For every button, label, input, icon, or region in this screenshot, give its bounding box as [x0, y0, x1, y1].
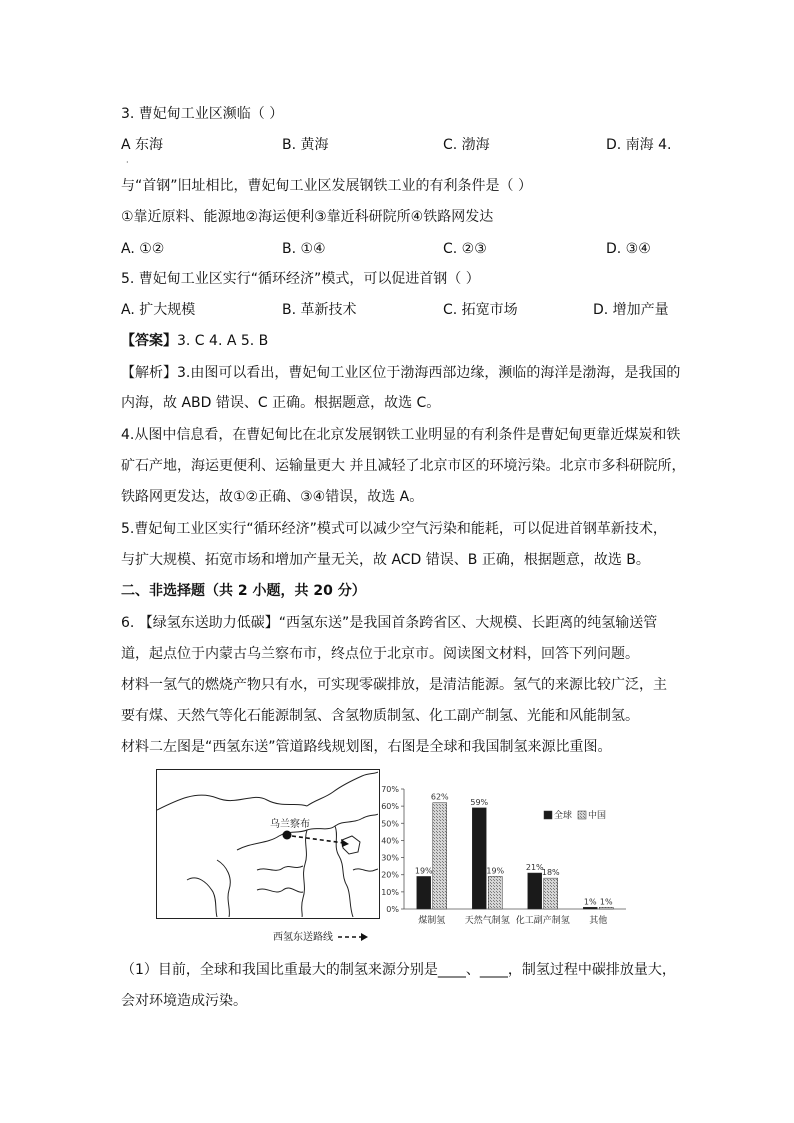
map-legend — [273, 928, 370, 943]
hydrogen-source-chart — [374, 781, 630, 941]
x-tick-label: 化工副产制氢 — [515, 916, 570, 926]
q6-line-3: 材料一氢气的燃烧产物只有水，可实现零碳排放，是清洁能源。氢气的来源比较广泛，主 — [121, 677, 667, 693]
y-tick-label: 60% — [381, 802, 399, 812]
analysis-line-4: 矿石产地，海运更便利、运输量更大 并且减轻了北京市区的环境污染。北京市多科研院所， — [121, 458, 686, 474]
figure — [150, 765, 630, 945]
y-tick-label: 50% — [381, 819, 399, 829]
bar-value-label: 1% — [599, 897, 613, 907]
analysis-line-2: 内海，故 ABD 错误、C 正确。根据题意，故选 C。 — [121, 395, 441, 411]
bar-value-label: 1% — [583, 897, 597, 907]
y-tick-label: 30% — [381, 853, 399, 863]
q4-stem: 与“首钢”旧址相比，曹妃甸工业区发展钢铁工业的有利条件是（ ） — [121, 178, 532, 194]
q6-line-5: 材料二左图是“西氢东送”管道路线规划图，右图是全球和我国制氢来源比重图。 — [121, 739, 612, 755]
answer-text: 3. C 4. A 5. B — [177, 333, 269, 349]
bar-china — [599, 907, 613, 909]
bar-value-label: 19% — [486, 866, 505, 876]
ulanqab-label: 乌兰察布 — [270, 819, 310, 830]
map-boundary-9 — [187, 878, 217, 917]
x-tick-labels — [418, 914, 607, 926]
q6-sub1-line-1: （1）目前，全球和我国比重最大的制氢来源分别是____、____，制氢过程中碳排放量大， — [121, 962, 676, 978]
y-tick-label: 10% — [381, 887, 399, 897]
bar-value-label: 21% — [525, 863, 544, 872]
map-boundary-10 — [257, 888, 303, 892]
route-arrowhead — [341, 839, 349, 847]
bar-value-label: 62% — [430, 792, 449, 802]
section-title: 二、非选择题（共 2 小题，共 20 分） — [121, 583, 366, 599]
q5-option-b: B. 革新技术 — [282, 302, 357, 318]
map-boundary-7 — [257, 866, 303, 870]
bar-value-label: 59% — [470, 797, 489, 807]
q5-option-c: C. 拓宽市场 — [443, 302, 518, 318]
y-tick-label: 20% — [381, 870, 399, 880]
legend-label: 全球 — [554, 811, 573, 821]
dashed-arrow-icon — [336, 932, 370, 942]
q6-line-1: 6. 【绿氢东送助力低碳】“西氢东送”是我国首条跨省区、大规模、长距离的纯氢输送管 — [121, 615, 658, 631]
q3-stem: 3. 曹妃甸工业区濒临（ ） — [121, 106, 284, 122]
answer-label: 【答案】 — [121, 333, 177, 349]
map-legend-label: 西氢东送路线 — [273, 932, 333, 943]
q4-option-c: C. ②③ — [443, 241, 487, 257]
y-tick-label: 70% — [381, 785, 399, 794]
bar-china — [433, 803, 447, 909]
x-tick-label: 煤制氢 — [418, 916, 446, 926]
bar-china — [488, 876, 502, 909]
q6-sub1-line-2: 会对环境造成污染。 — [121, 993, 247, 1009]
bar-china — [544, 878, 558, 909]
q5-option-a: A. 扩大规模 — [121, 302, 196, 318]
answer-line — [121, 332, 268, 350]
legend-arrowhead — [361, 933, 368, 941]
q3-option-c: C. 渤海 — [443, 137, 490, 153]
q5-option-d: D. 增加产量 — [593, 302, 669, 318]
x-tick-label: 其他 — [589, 916, 608, 926]
x-tick-label: 天然气制氢 — [464, 916, 510, 926]
legend-swatch — [578, 811, 586, 819]
bar-global — [528, 873, 542, 909]
bar-global — [583, 907, 597, 909]
q6-line-2: 道，起点位于内蒙古乌兰察布市，终点位于北京市。阅读图文材料，回答下列问题。 — [121, 646, 639, 662]
y-tick-label: 0% — [386, 905, 399, 914]
analysis-line-6: 5.曹妃甸工业区实行“循环经济”模式可以减少空气污染和能耗，可以促进首钢革新技术， — [121, 521, 667, 537]
bar-global — [472, 808, 486, 909]
bar-global — [417, 876, 431, 909]
map-boundary-8 — [217, 860, 230, 917]
analysis-line-5: 铁路网更发达，故①②正确、③④错误，故选 A。 — [121, 489, 424, 505]
legend-label: 中国 — [588, 811, 607, 821]
q4-conditions: ①靠近原料、能源地②海运便利③靠近科研院所④铁路网发达 — [121, 209, 494, 225]
analysis-line-1: 【解析】3.由图可以看出，曹妃甸工业区位于渤海西部边缘，濒临的海洋是渤海，是我国的 — [121, 365, 681, 381]
q3-option-d: D. 南海 4. — [606, 137, 672, 153]
analysis-line-7: 与扩大规模、拓宽市场和增加产量无关，故 ACD 错误、B 正确，根据题意，故选 B。 — [121, 552, 650, 568]
map-boundary-4 — [302, 830, 307, 917]
analysis-line-3: 4.从图中信息看，在曹妃甸比在北京发展钢铁工业明显的有利条件是曹妃甸更靠近煤炭和铁 — [121, 427, 681, 443]
q4-option-d: D. ③④ — [606, 241, 651, 257]
chart-legend — [544, 809, 606, 821]
q5-stem: 5. 曹妃甸工业区实行“循环经济”模式，可以促进首钢（ ） — [121, 271, 480, 287]
legend-swatch — [544, 811, 552, 819]
q4-option-a: A. ①② — [121, 241, 165, 257]
bar-value-label: 18% — [541, 868, 560, 878]
q3-option-b: B. 黄海 — [282, 137, 329, 153]
map-boundary-1 — [157, 795, 307, 810]
q3-option-a: A 东海 — [121, 137, 164, 153]
stray-dot: · — [126, 158, 129, 167]
q6-line-4: 要有煤、天然气等化石能源制氢、含氢物质制氢、化工副产制氢、光能和风能制氢。 — [121, 708, 639, 724]
bar-value-label: 19% — [414, 866, 433, 876]
map-svg — [157, 770, 378, 917]
ulanqab-point — [283, 831, 292, 840]
map-boundary-2 — [307, 772, 378, 806]
pipeline-map — [156, 769, 380, 919]
y-tick-label: 40% — [381, 836, 399, 846]
q4-option-b: B. ①④ — [282, 241, 326, 257]
